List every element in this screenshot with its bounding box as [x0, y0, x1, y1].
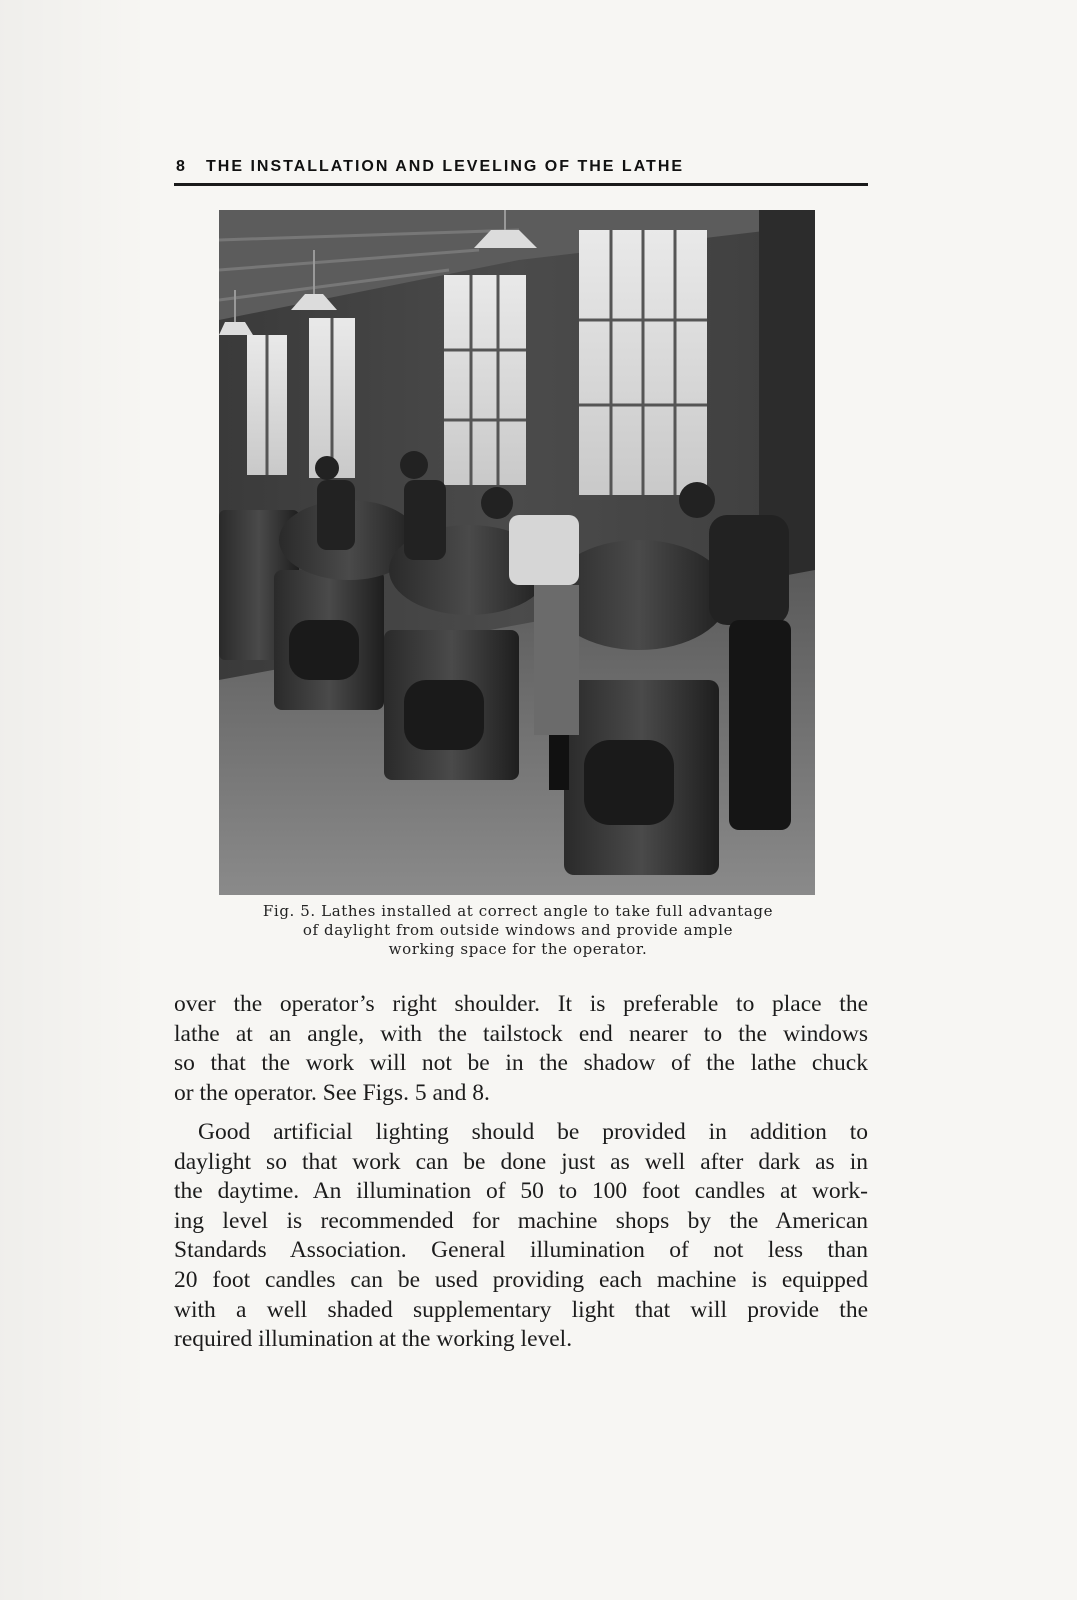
paragraph-1	[174, 990, 868, 1108]
running-header	[176, 158, 866, 176]
page-shadow	[0, 0, 150, 1600]
paragraph-2	[174, 1118, 868, 1355]
text-line: Standards Association. General illumination of not less than	[174, 1237, 868, 1264]
text-line: 20 foot candles can be used providing each machine is equipped	[174, 1266, 868, 1293]
text-line: or the operator. See Figs. 5 and 8.	[174, 1079, 490, 1106]
page-number: 8	[176, 158, 187, 175]
running-title: THE INSTALLATION AND LEVELING OF THE LATHE	[206, 158, 685, 175]
text-line: daylight so that work can be done just as well after dark as in	[174, 1148, 868, 1175]
text-line: with a well shaded supplementary light that will provide the	[174, 1296, 868, 1323]
text-line: lathe at an angle, with the tailstock end nearer to the windows	[174, 1020, 868, 1047]
caption-line: Fig. 5. Lathes installed at correct angle to take full advantage	[262, 902, 774, 920]
text-line: over the operator’s right shoulder. It is preferable to place the	[174, 991, 868, 1017]
figure-caption	[219, 902, 817, 959]
header-rule	[174, 183, 868, 186]
lathe-shop-photo	[219, 210, 815, 895]
text-line: ing level is recommended for machine shops by the American	[174, 1207, 868, 1234]
caption-line: of daylight from outside windows and provide ample	[302, 921, 734, 939]
text-line: so that the work will not be in the shadow of the lathe chuck	[174, 1050, 868, 1077]
text-line: the daytime. An illumination of 50 to 100 foot candles at work-	[174, 1178, 868, 1205]
caption-line: working space for the operator.	[388, 940, 648, 958]
text-line: Good artificial lighting should be provided in addition to	[198, 1119, 868, 1145]
text-line: required illumination at the working level.	[174, 1326, 573, 1353]
